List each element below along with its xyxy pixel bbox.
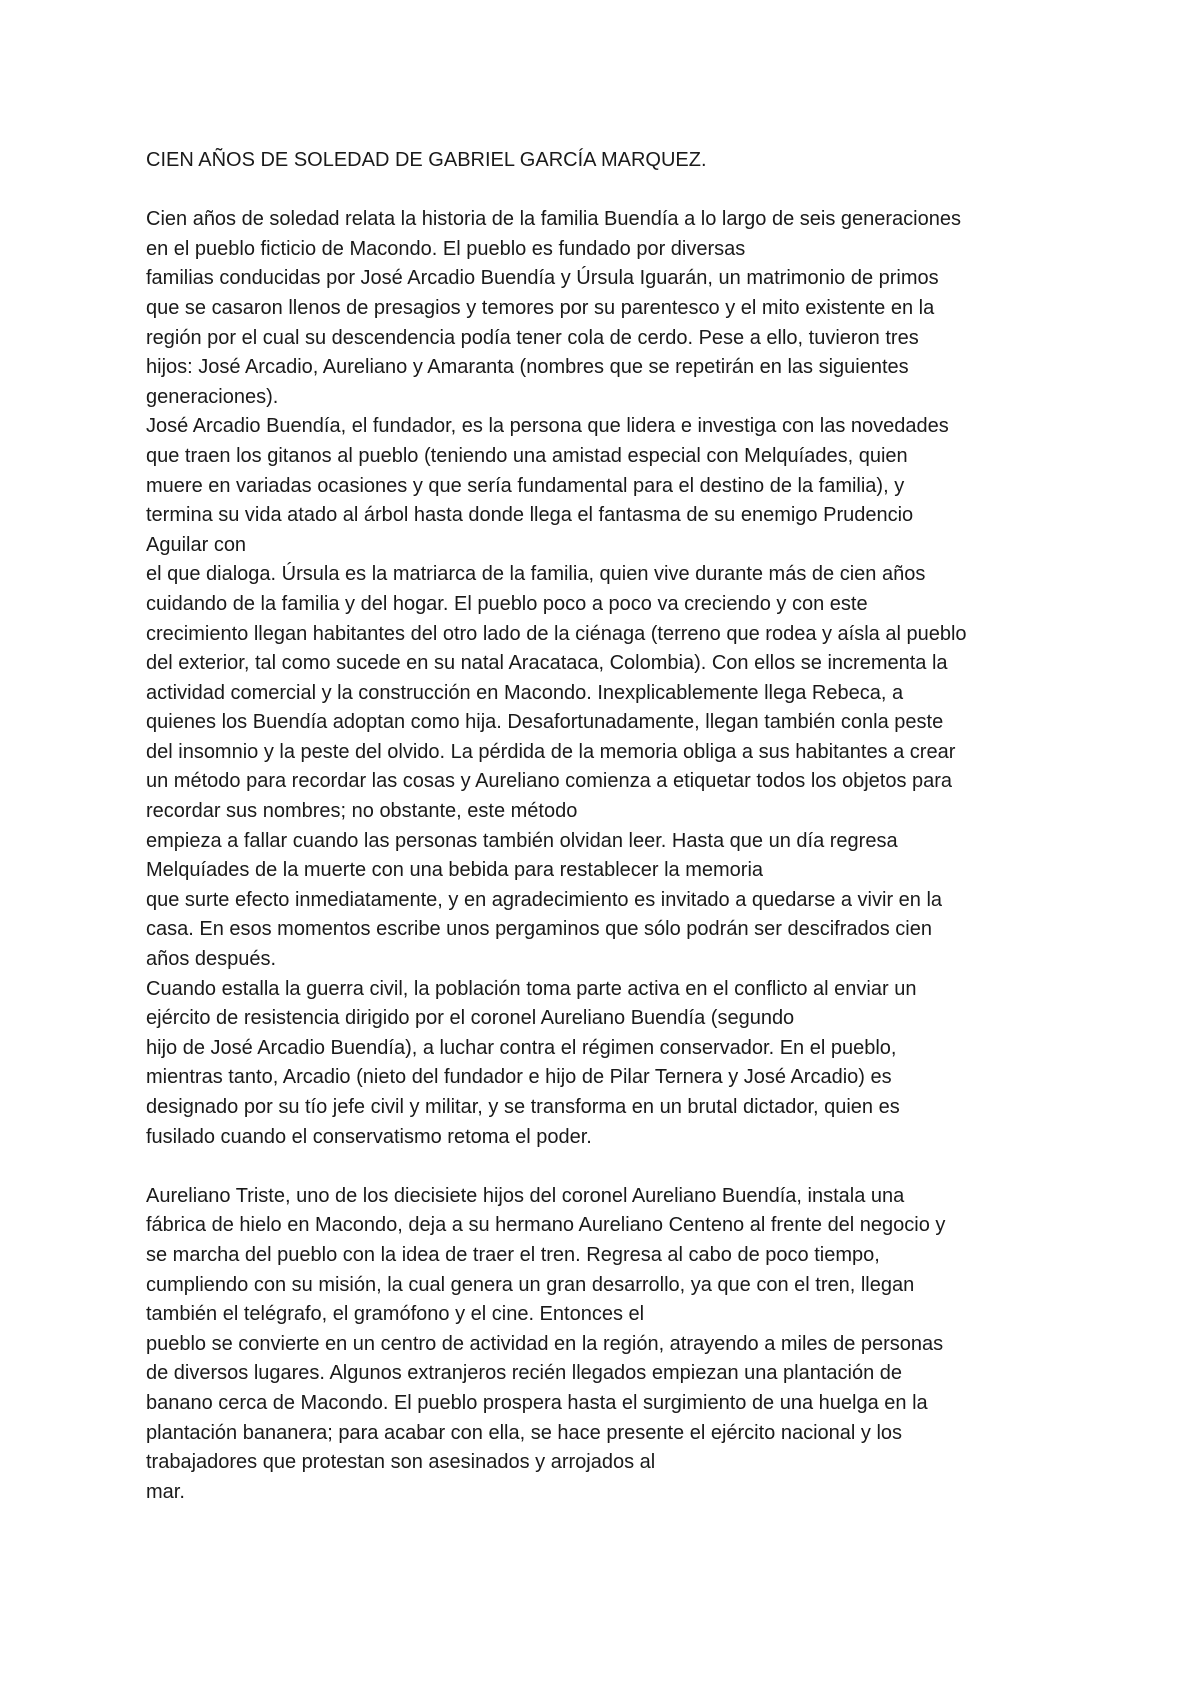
text-line: también el telégrafo, el gramófono y el cine. Entonces el [146,1303,645,1326]
document-body [146,146,1146,1507]
text-line: recordar sus nombres; no obstante, este método [146,800,578,823]
text-line: que traen los gitanos al pueblo (teniendo una amistad especial con Melquíades, quien [146,444,908,467]
text-line: fusilado cuando el conservatismo retoma el poder. [146,1125,592,1148]
text-line: en el pueblo ficticio de Macondo. El pueblo es fundado por diversas [146,237,746,260]
text-line: José Arcadio Buendía, el fundador, es la persona que lidera e investiga con las novedades [146,415,949,438]
text-line: ejército de resistencia dirigido por el coronel Aureliano Buendía (segundo [146,1007,795,1030]
text-line: cumpliendo con su misión, la cual genera un gran desarrollo, ya que con el tren, llegan [146,1273,915,1296]
text-line: generaciones). [146,385,279,408]
text-line: Cien años de soledad relata la historia de la familia Buendía a lo largo de seis generaciones [146,208,961,231]
text-line: pueblo se convierte en un centro de actividad en la región, atrayendo a miles de personas [146,1332,944,1355]
text-line: casa. En esos momentos escribe unos pergaminos que sólo podrán ser descifrados cien [146,918,932,941]
text-line: hijo de José Arcadio Buendía), a luchar contra el régimen conservador. En el pueblo, [146,1036,897,1059]
document-title: CIEN AÑOS DE SOLEDAD DE GABRIEL GARCÍA MARQUEZ. [146,149,707,171]
text-line: Aureliano Triste, uno de los diecisiete hijos del coronel Aureliano Buendía, instala una [146,1184,905,1207]
text-line: familias conducidas por José Arcadio Buendía y Úrsula Iguarán, un matrimonio de primos [146,267,939,290]
text-line: Aguilar con [146,533,247,556]
text-line: crecimiento llegan habitantes del otro lado de la ciénaga (terreno que rodea y aísla al pueblo [146,622,967,645]
text-line: termina su vida atado al árbol hasta donde llega el fantasma de su enemigo Prudencio [146,504,914,527]
text-line: Melquíades de la muerte con una bebida para restablecer la memoria [146,859,764,882]
paragraph-2 [146,1182,1146,1508]
text-line: del exterior, tal como sucede en su natal Aracataca, Colombia). Con ellos se incrementa la [146,652,948,675]
text-line: plantación bananera; para acabar con ella, se hace presente el ejército nacional y los [146,1421,903,1444]
text-line: Cuando estalla la guerra civil, la población toma parte activa en el conflicto al enviar un [146,977,917,1000]
text-line: que surte efecto inmediatamente, y en agradecimiento es invitado a quedarse a vivir en la [146,888,943,911]
text-line: región por el cual su descendencia podía tener cola de cerdo. Pese a ello, tuvieron tres [146,326,919,349]
text-line: trabajadores que protestan son asesinados y arrojados al [146,1451,656,1474]
text-line: que se casaron llenos de presagios y temores por su parentesco y el mito existente en la [146,296,935,319]
text-line: un método para recordar las cosas y Aureliano comienza a etiquetar todos los objetos para [146,770,953,793]
text-line: cuidando de la familia y del hogar. El pueblo poco a poco va creciendo y con este [146,592,868,615]
text-line: quienes los Buendía adoptan como hija. Desafortunadamente, llegan también conla peste [146,711,944,734]
text-line: designado por su tío jefe civil y militar, y se transforma en un brutal dictador, quien es [146,1096,900,1118]
text-line: fábrica de hielo en Macondo, deja a su hermano Aureliano Centeno al frente del negocio y [146,1214,946,1237]
text-line: del insomnio y la peste del olvido. La pérdida de la memoria obliga a sus habitantes a crear [146,740,956,763]
text-line: años después. [146,948,277,971]
text-line: hijos: José Arcadio, Aureliano y Amaranta (nombres que se repetirán en las siguientes [146,356,909,379]
text-line: muere en variadas ocasiones y que sería fundamental para el destino de la familia), y [146,474,905,497]
text-line: banano cerca de Macondo. El pueblo prospera hasta el surgimiento de una huelga en la [146,1391,928,1414]
text-line: empieza a fallar cuando las personas también olvidan leer. Hasta que un día regresa [146,829,898,852]
text-line: se marcha del pueblo con la idea de traer el tren. Regresa al cabo de poco tiempo, [146,1243,880,1266]
blank-line [146,176,1146,206]
text-line: el que dialoga. Úrsula es la matriarca de la familia, quien vive durante más de cien años [146,563,926,586]
text-line: de diversos lugares. Algunos extranjeros recién llegados empiezan una plantación de [146,1362,903,1385]
blank-line [146,1152,1146,1182]
text-line: mar. [146,1480,185,1503]
text-line: mientras tanto, Arcadio (nieto del fundador e hijo de Pilar Ternera y José Arcadio) es [146,1066,892,1089]
text-line: actividad comercial y la construcción en Macondo. Inexplicablemente llega Rebeca, a [146,681,904,704]
paragraph-1 [146,205,1146,1152]
